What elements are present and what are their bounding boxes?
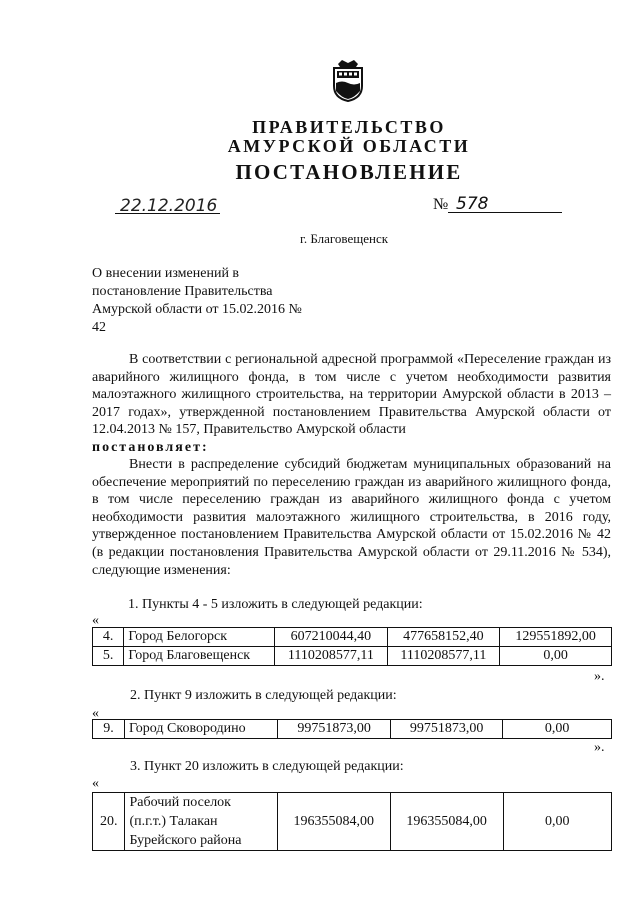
value-cell: 1110208577,11 xyxy=(387,647,500,666)
municipality-name-line: Бурейского района xyxy=(129,833,242,848)
value-cell: 0,00 xyxy=(503,720,612,739)
value-cell: 0,00 xyxy=(503,793,611,851)
table-item-9 xyxy=(92,719,612,739)
document-subject: О внесении изменений в постановление Правительства Амурской области от 15.02.2016 № 42 xyxy=(92,266,302,335)
municipality-name: Город Благовещенск xyxy=(124,647,275,666)
item-1-label: 1. Пункты 4 - 5 изложить в следующей редакции: xyxy=(128,597,423,612)
value-cell: 0,00 xyxy=(500,647,612,666)
municipality-name-line: Рабочий поселок xyxy=(129,795,231,810)
authority-name-line1: ПРАВИТЕЛЬСТВО xyxy=(252,117,446,137)
municipality-name: Город Сковородино xyxy=(124,720,277,739)
row-number: 4. xyxy=(93,628,124,647)
municipality-name-line: (п.г.т.) Талакан xyxy=(129,814,218,829)
item-3-label: 3. Пункт 20 изложить в следующей редакции: xyxy=(130,759,404,774)
value-cell: 477658152,40 xyxy=(387,628,500,647)
row-number: 9. xyxy=(93,720,125,739)
close-quote: ». xyxy=(594,740,605,755)
value-cell: 99751873,00 xyxy=(390,720,502,739)
municipality-name xyxy=(125,793,277,851)
value-cell: 607210044,40 xyxy=(275,628,388,647)
document-type: ПОСТАНОВЛЕНИЕ xyxy=(235,160,463,184)
table-row xyxy=(93,647,612,666)
table-row xyxy=(93,793,612,851)
table-item-20 xyxy=(92,792,612,851)
value-cell: 129551892,00 xyxy=(500,628,612,647)
row-number: 5. xyxy=(93,647,124,666)
item-2-label: 2. Пункт 9 изложить в следующей редакции: xyxy=(130,688,397,703)
value-cell: 196355084,00 xyxy=(390,793,503,851)
table-items-4-5 xyxy=(92,627,612,666)
intro-paragraph: В соответствии с региональной адресной программой «Переселение граждан из аварийного жилищного фонда, в том числе с учетом необходимости развития малоэтажного жилищного строительства, на территории Амурской области в 2013 – 2017 годах», утвержденной постановлением Правительства Амурской области от 12.04.2013 № 157, Правительство Амурской области xyxy=(92,352,611,438)
handwritten-date: 22.12.2016 xyxy=(120,196,218,216)
close-quote: ». xyxy=(594,669,605,684)
authority-name-line2: АМУРСКОЙ ОБЛАСТИ xyxy=(227,136,471,156)
table-row xyxy=(93,628,612,647)
city-name: г. Благовещенск xyxy=(300,231,389,246)
value-cell: 196355084,00 xyxy=(277,793,390,851)
number-underline xyxy=(448,212,562,213)
resolves-word: постановляет: xyxy=(92,440,209,455)
open-quote: « xyxy=(92,613,99,628)
row-number: 20. xyxy=(93,793,125,851)
table-row xyxy=(93,720,612,739)
municipality-name: Город Белогорск xyxy=(124,628,275,647)
number-label: № xyxy=(433,196,449,213)
coat-of-arms-icon xyxy=(330,58,366,102)
open-quote: « xyxy=(92,706,99,721)
value-cell: 1110208577,11 xyxy=(275,647,388,666)
handwritten-number: 578 xyxy=(456,194,489,214)
main-paragraph: Внести в распределение субсидий бюджетам муниципальных образований на обеспечение мероприятий по переселению граждан из аварийного жилищного фонда, в том числе переселению граждан из аварийного жилищного фонда с учетом необходимости развития малоэтажного жилищного строительства, в 2016 году, утвержденное постановлением Правительства Амурской области от 15.02.2016 № 42 (в редакции постановления Правительства Амурской области от 29.11.2016 № 534), следующие изменения: xyxy=(92,457,611,578)
open-quote: « xyxy=(92,776,99,791)
value-cell: 99751873,00 xyxy=(278,720,390,739)
date-underline xyxy=(115,213,220,214)
